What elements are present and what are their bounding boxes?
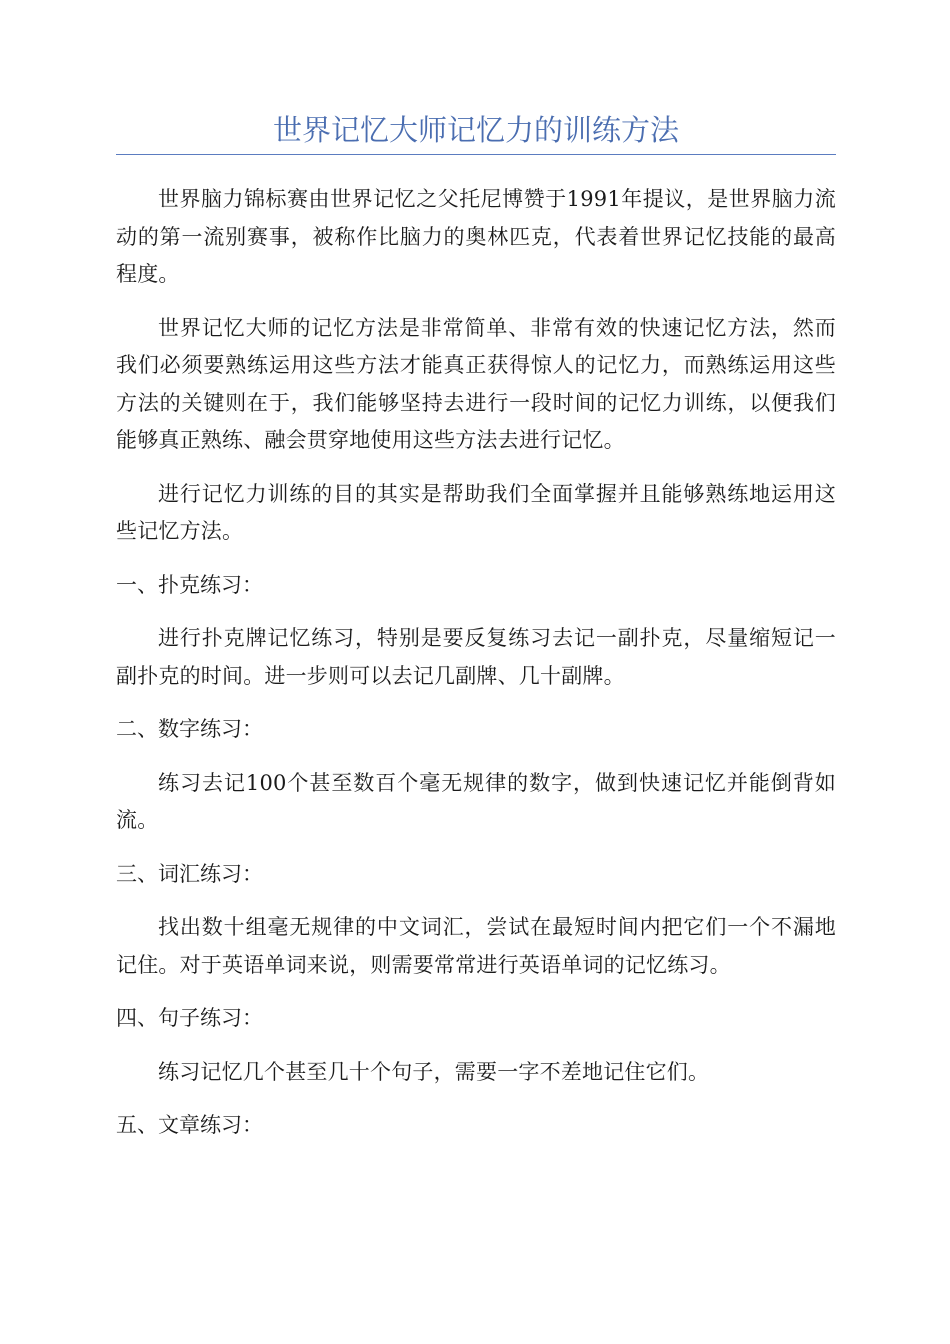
paragraph: 练习去记100个甚至数百个毫无规律的数字，做到快速记忆并能倒背如流。 (116, 770, 836, 832)
document-page (116, 108, 836, 1161)
section-heading: 五、文章练习： (116, 1113, 263, 1137)
document-body (116, 181, 836, 1145)
section-heading: 二、数字练习： (116, 717, 263, 741)
section-heading: 三、词汇练习： (116, 861, 263, 886)
document-title: 世界记忆大师记忆力的训练方法 (116, 108, 836, 155)
paragraph: 进行扑克牌记忆练习，特别是要反复练习去记一副扑克，尽量缩短记一副扑克的时间。进一步则可以去记几副牌、几十副牌。 (116, 626, 836, 688)
paragraph: 找出数十组毫无规律的中文词汇，尝试在最短时间内把它们一个不漏地记住。对于英语单词来说，则需要常常进行英语单词的记忆练习。 (116, 915, 836, 977)
paragraph: 世界记忆大师的记忆方法是非常简单、非常有效的快速记忆方法，然而我们必须要熟练运用这些方法才能真正获得惊人的记忆力，而熟练运用这些方法的关键则在于，我们能够坚持去进行一段时间的记忆力训练，以便我们能够真正熟练、融会贯穿地使用这些方法去进行记忆。 (116, 315, 836, 452)
paragraph: 练习记忆几个甚至几十个句子，需要一字不差地记住它们。 (158, 1059, 710, 1084)
section-heading: 一、扑克练习： (116, 572, 263, 597)
paragraph: 世界脑力锦标赛由世界记忆之父托尼博赞于1991年提议，是世界脑力流动的第一流别赛事，被称作比脑力的奥林匹克，代表着世界记忆技能的最高程度。 (116, 187, 836, 286)
paragraph: 进行记忆力训练的目的其实是帮助我们全面掌握并且能够熟练地运用这些记忆方法。 (116, 481, 836, 543)
section-heading: 四、句子练习： (116, 1006, 263, 1030)
